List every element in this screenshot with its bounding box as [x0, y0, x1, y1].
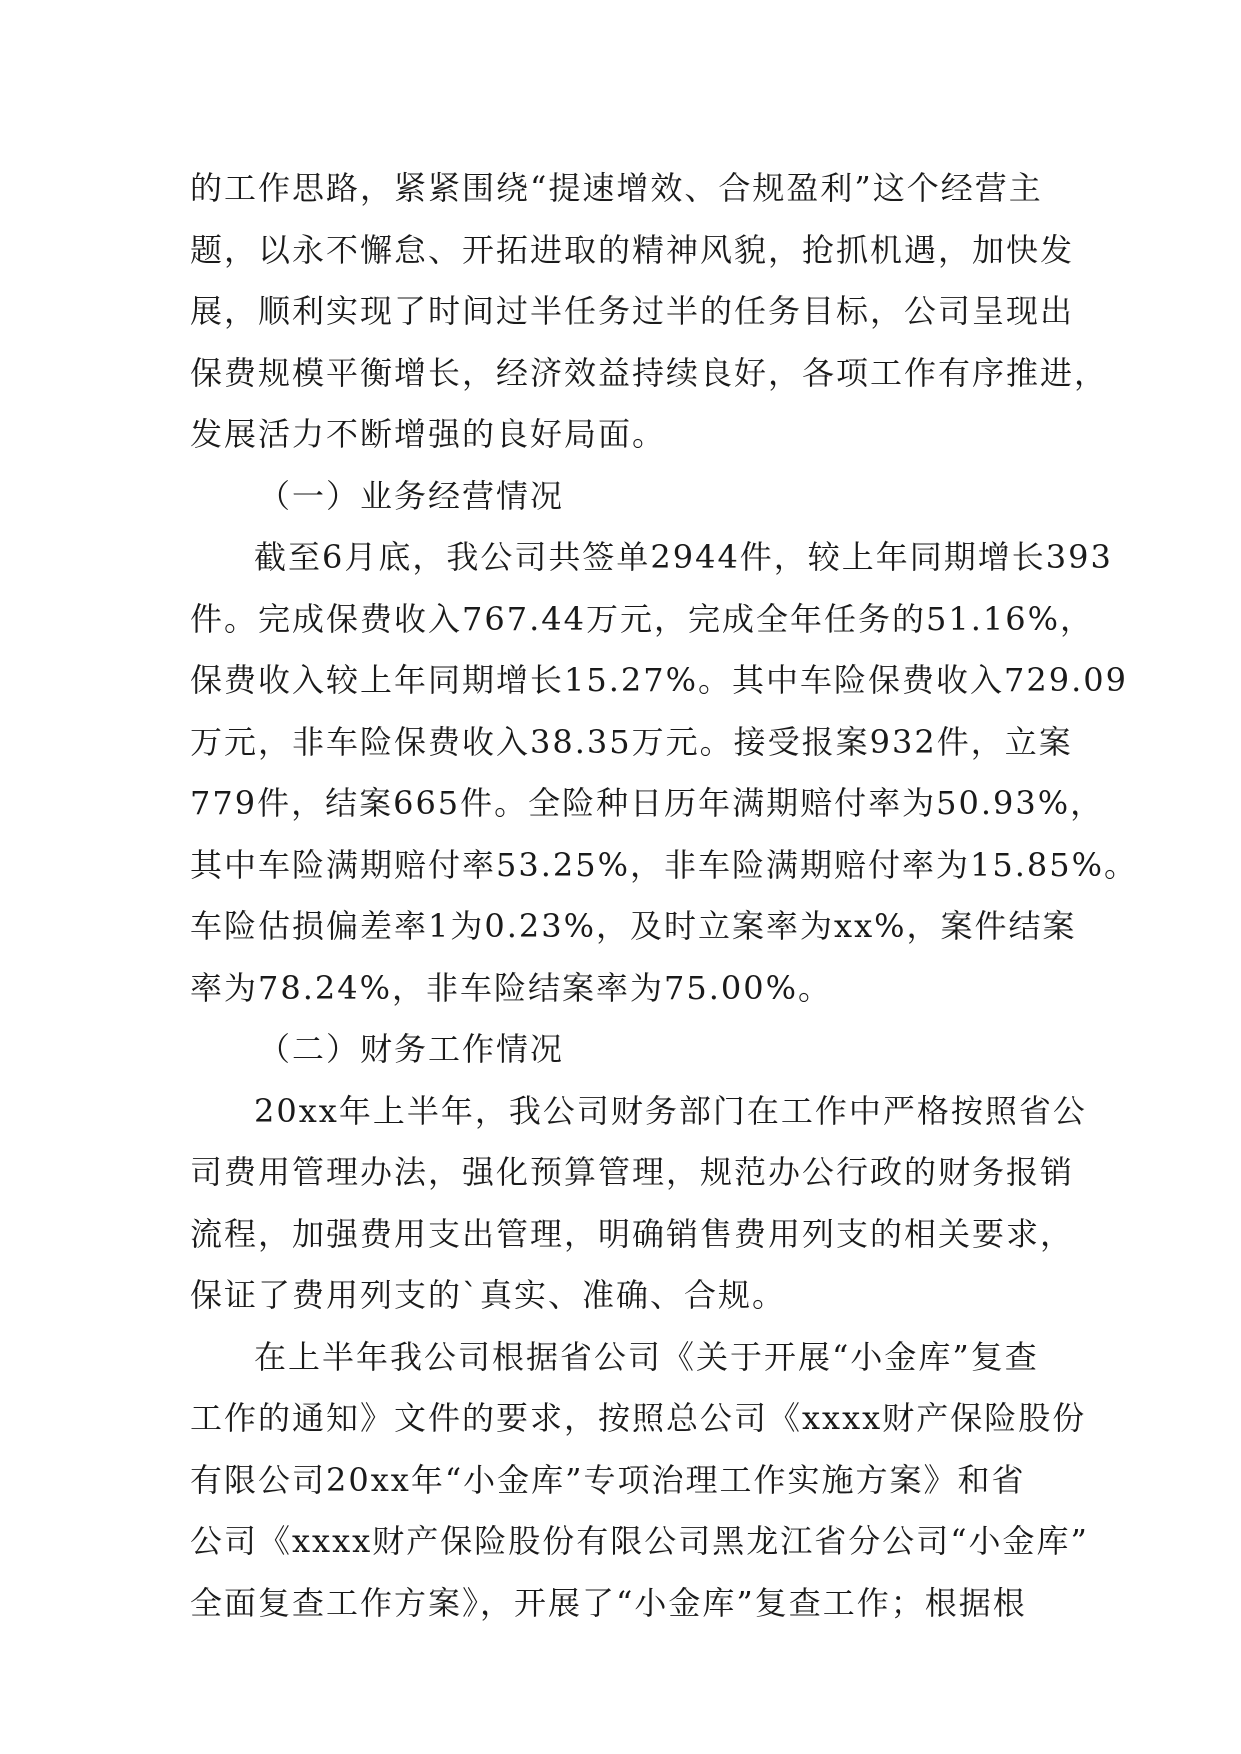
text-line: 工作的通知》文件的要求，按照总公司《xxxx财产保险股份: [190, 1399, 1087, 1437]
text-line: 万元，非车险保费收入38.35万元。接受报案932件，立案: [190, 722, 1073, 761]
text-line: 其中车险满期赔付率53.25%，非车险满期赔付率为15.85%。: [190, 845, 1139, 884]
text-line: 的工作思路，紧紧围绕“提速增效、合规盈利”这个经营主: [190, 169, 1043, 207]
paragraph-start-line: 截至6月底，我公司共签单2944件，较上年同期增长393: [254, 538, 1113, 576]
text-line: 779件，结案665件。全险种日历年满期赔付率为50.93%，: [190, 784, 1105, 822]
paragraph-start-line: 20xx年上半年，我公司财务部门在工作中严格按照省公: [254, 1091, 1087, 1130]
text-line: 公司《xxxx财产保险股份有限公司黑龙江省分公司“小金库”: [190, 1522, 1089, 1560]
text-line: 全面复查工作方案》，开展了“小金库”复查工作；根据根: [190, 1583, 1027, 1622]
text-line: 司费用管理办法，强化预算管理，规范办公行政的财务报销: [190, 1153, 1075, 1191]
text-line: 题，以永不懈怠、开拓进取的精神风貌，抢抓机遇，加快发: [190, 230, 1075, 269]
section-heading-finance: （二）财务工作情况: [258, 1030, 565, 1068]
text-line: 保证了费用列支的`真实、准确、合规。: [190, 1276, 787, 1314]
text-line: 保费规模平衡增长，经济效益持续良好，各项工作有序推进，: [190, 353, 1109, 392]
text-line: 展，顺利实现了时间过半任务过半的任务目标，公司呈现出: [190, 292, 1075, 330]
text-line: 车险估损偏差率1为0.23%，及时立案率为xx%，案件结案: [190, 907, 1077, 945]
text-line: 有限公司20xx年“小金库”专项治理工作实施方案》和省: [190, 1460, 1026, 1499]
text-line: 率为78.24%，非车险结案率为75.00%。: [190, 968, 833, 1007]
paragraph-start-line: 在上半年我公司根据省公司《关于开展“小金库”复查: [254, 1337, 1039, 1376]
text-line: 件。完成保费收入767.44万元，完成全年任务的51.16%，: [190, 599, 1094, 638]
section-heading-business: （一）业务经营情况: [258, 476, 565, 515]
text-line: 保费收入较上年同期增长15.27%。其中车险保费收入729.09: [190, 661, 1128, 699]
document-body: [190, 158, 1139, 1634]
text-line: 流程，加强费用支出管理，明确销售费用列支的相关要求，: [190, 1214, 1075, 1253]
text-line: 发展活力不断增强的良好局面。: [190, 415, 667, 453]
